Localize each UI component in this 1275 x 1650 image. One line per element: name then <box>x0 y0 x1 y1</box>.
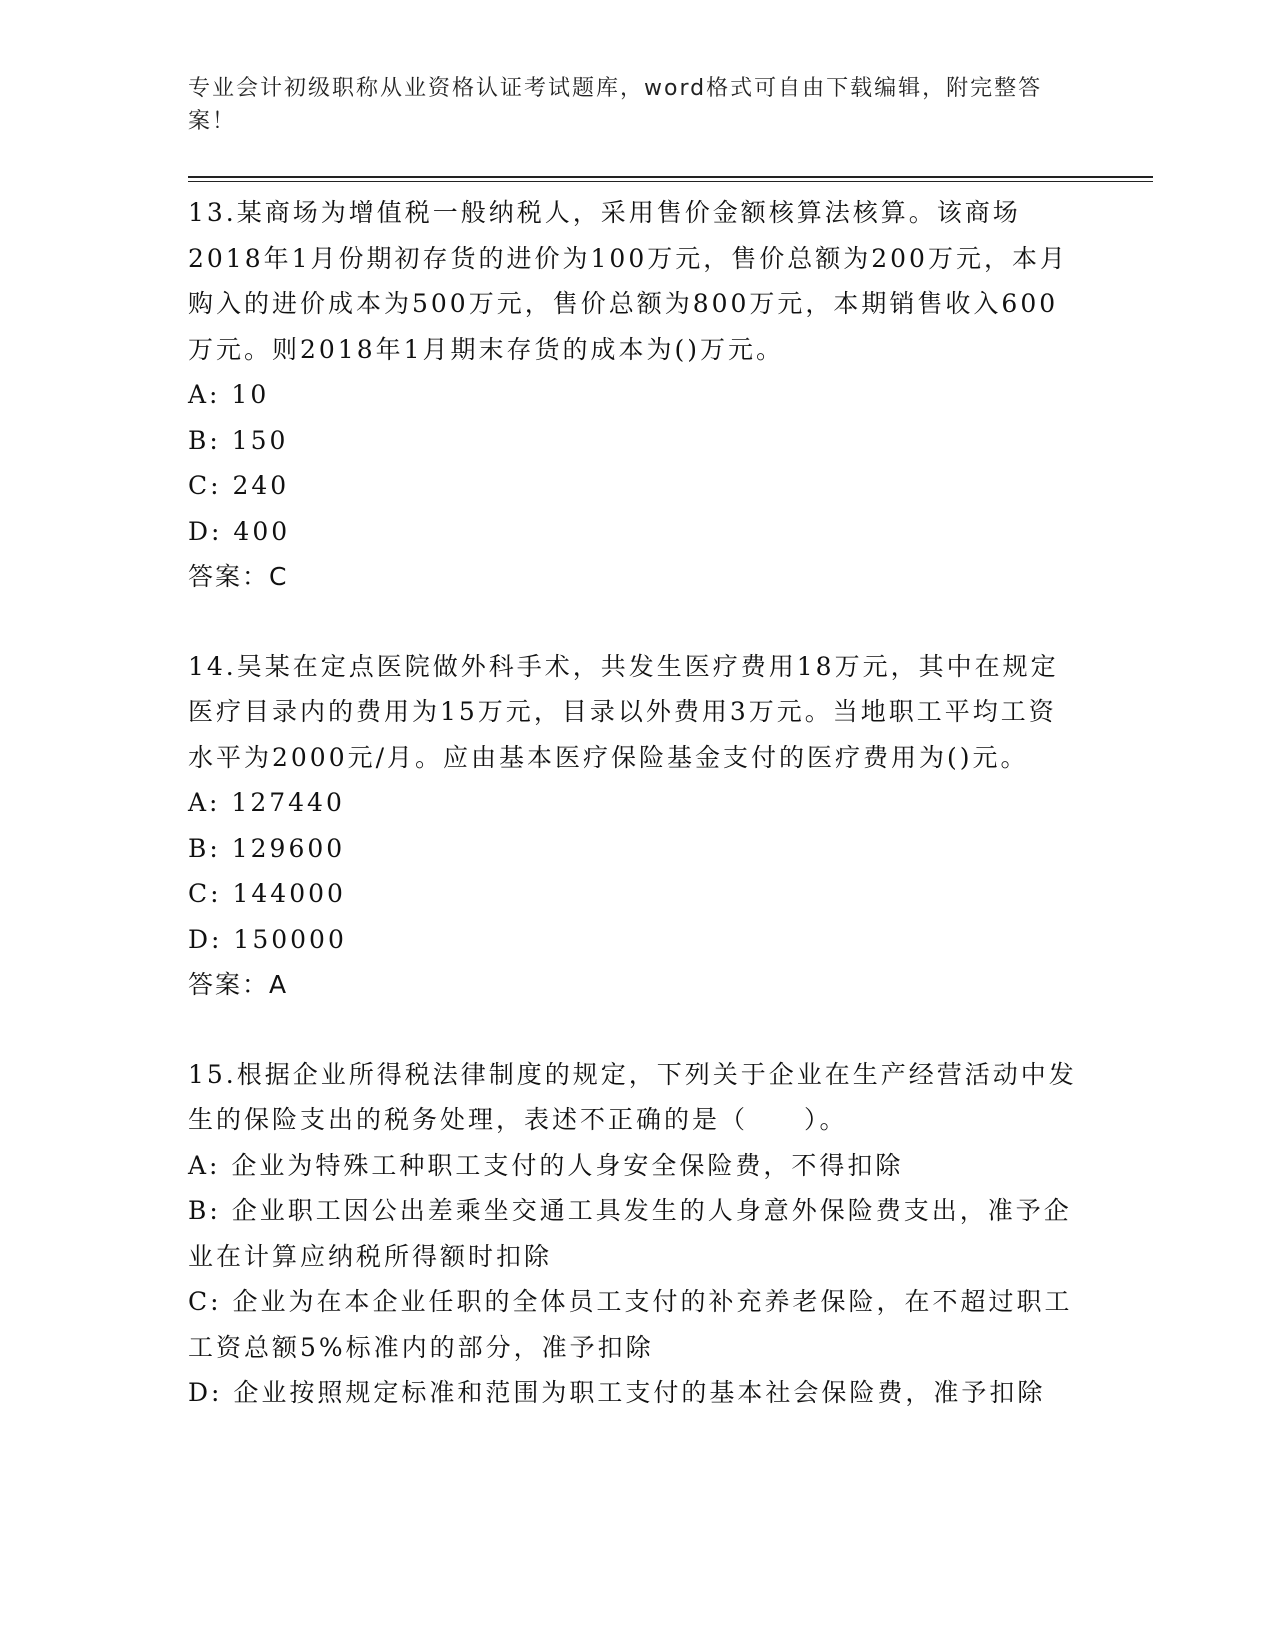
option-c: C: 240 <box>188 471 290 500</box>
option-b: B: 企业职工因公出差乘坐交通工具发生的人身意外保险费支出，准予企业在计算应纳税所得额时扣除 <box>188 1196 1072 1271</box>
option-c: C: 企业为在本企业任职的全体员工支付的补充养老保险，在不超过职工工资总额5%标准内的部分，准予扣除 <box>188 1287 1073 1362</box>
option-d: D: 企业按照规定标准和范围为职工支付的基本社会保险费，准予扣除 <box>188 1378 1046 1407</box>
question-15 <box>188 1052 1078 1416</box>
question-spacer <box>188 600 1078 644</box>
question-13 <box>188 190 1078 600</box>
option-b: B: 150 <box>188 425 289 455</box>
question-stem: 15.根据企业所得税法律制度的规定，下列关于企业在生产经营活动中发生的保险支出的税务处理，表述不正确的是（ ）。 <box>188 1059 1077 1134</box>
question-stem: 13.某商场为增值税一般纳税人，采用售价金额核算法核算。该商场2018年1月份期初存货的进价为100万元，售价总额为200万元，本月购入的进价成本为500万元，售价总额为800万元，本期销售收入600万元。则2018年1月期末存货的成本为()万元。 <box>188 198 1068 364</box>
header-rule-thin <box>188 181 1153 182</box>
answer-line: 答案：C <box>188 562 289 591</box>
option-a: A: 10 <box>188 380 270 409</box>
page-header: 专业会计初级职称从业资格认证考试题库，word格式可自由下载编辑，附完整答案！ <box>188 76 1043 134</box>
option-a: A: 127440 <box>188 788 345 817</box>
question-stem: 14.吴某在定点医院做外科手术，共发生医疗费用18万元，其中在规定医疗目录内的费用为15万元，目录以外费用3万元。当地职工平均工资水平为2000元/月。应由基本医疗保险基金支付的医疗费用为()元。 <box>188 651 1059 772</box>
question-spacer <box>188 1008 1078 1052</box>
option-d: D: 150000 <box>188 924 347 954</box>
option-d: D: 400 <box>188 516 291 546</box>
answer-line: 答案：A <box>188 970 289 999</box>
question-14 <box>188 644 1078 1008</box>
option-c: C: 144000 <box>188 879 346 908</box>
option-a: A: 企业为特殊工种职工支付的人身安全保险费，不得扣除 <box>188 1150 904 1180</box>
question-list <box>188 190 1078 1416</box>
option-b: B: 129600 <box>188 833 346 863</box>
header-rule-thick <box>188 176 1153 178</box>
